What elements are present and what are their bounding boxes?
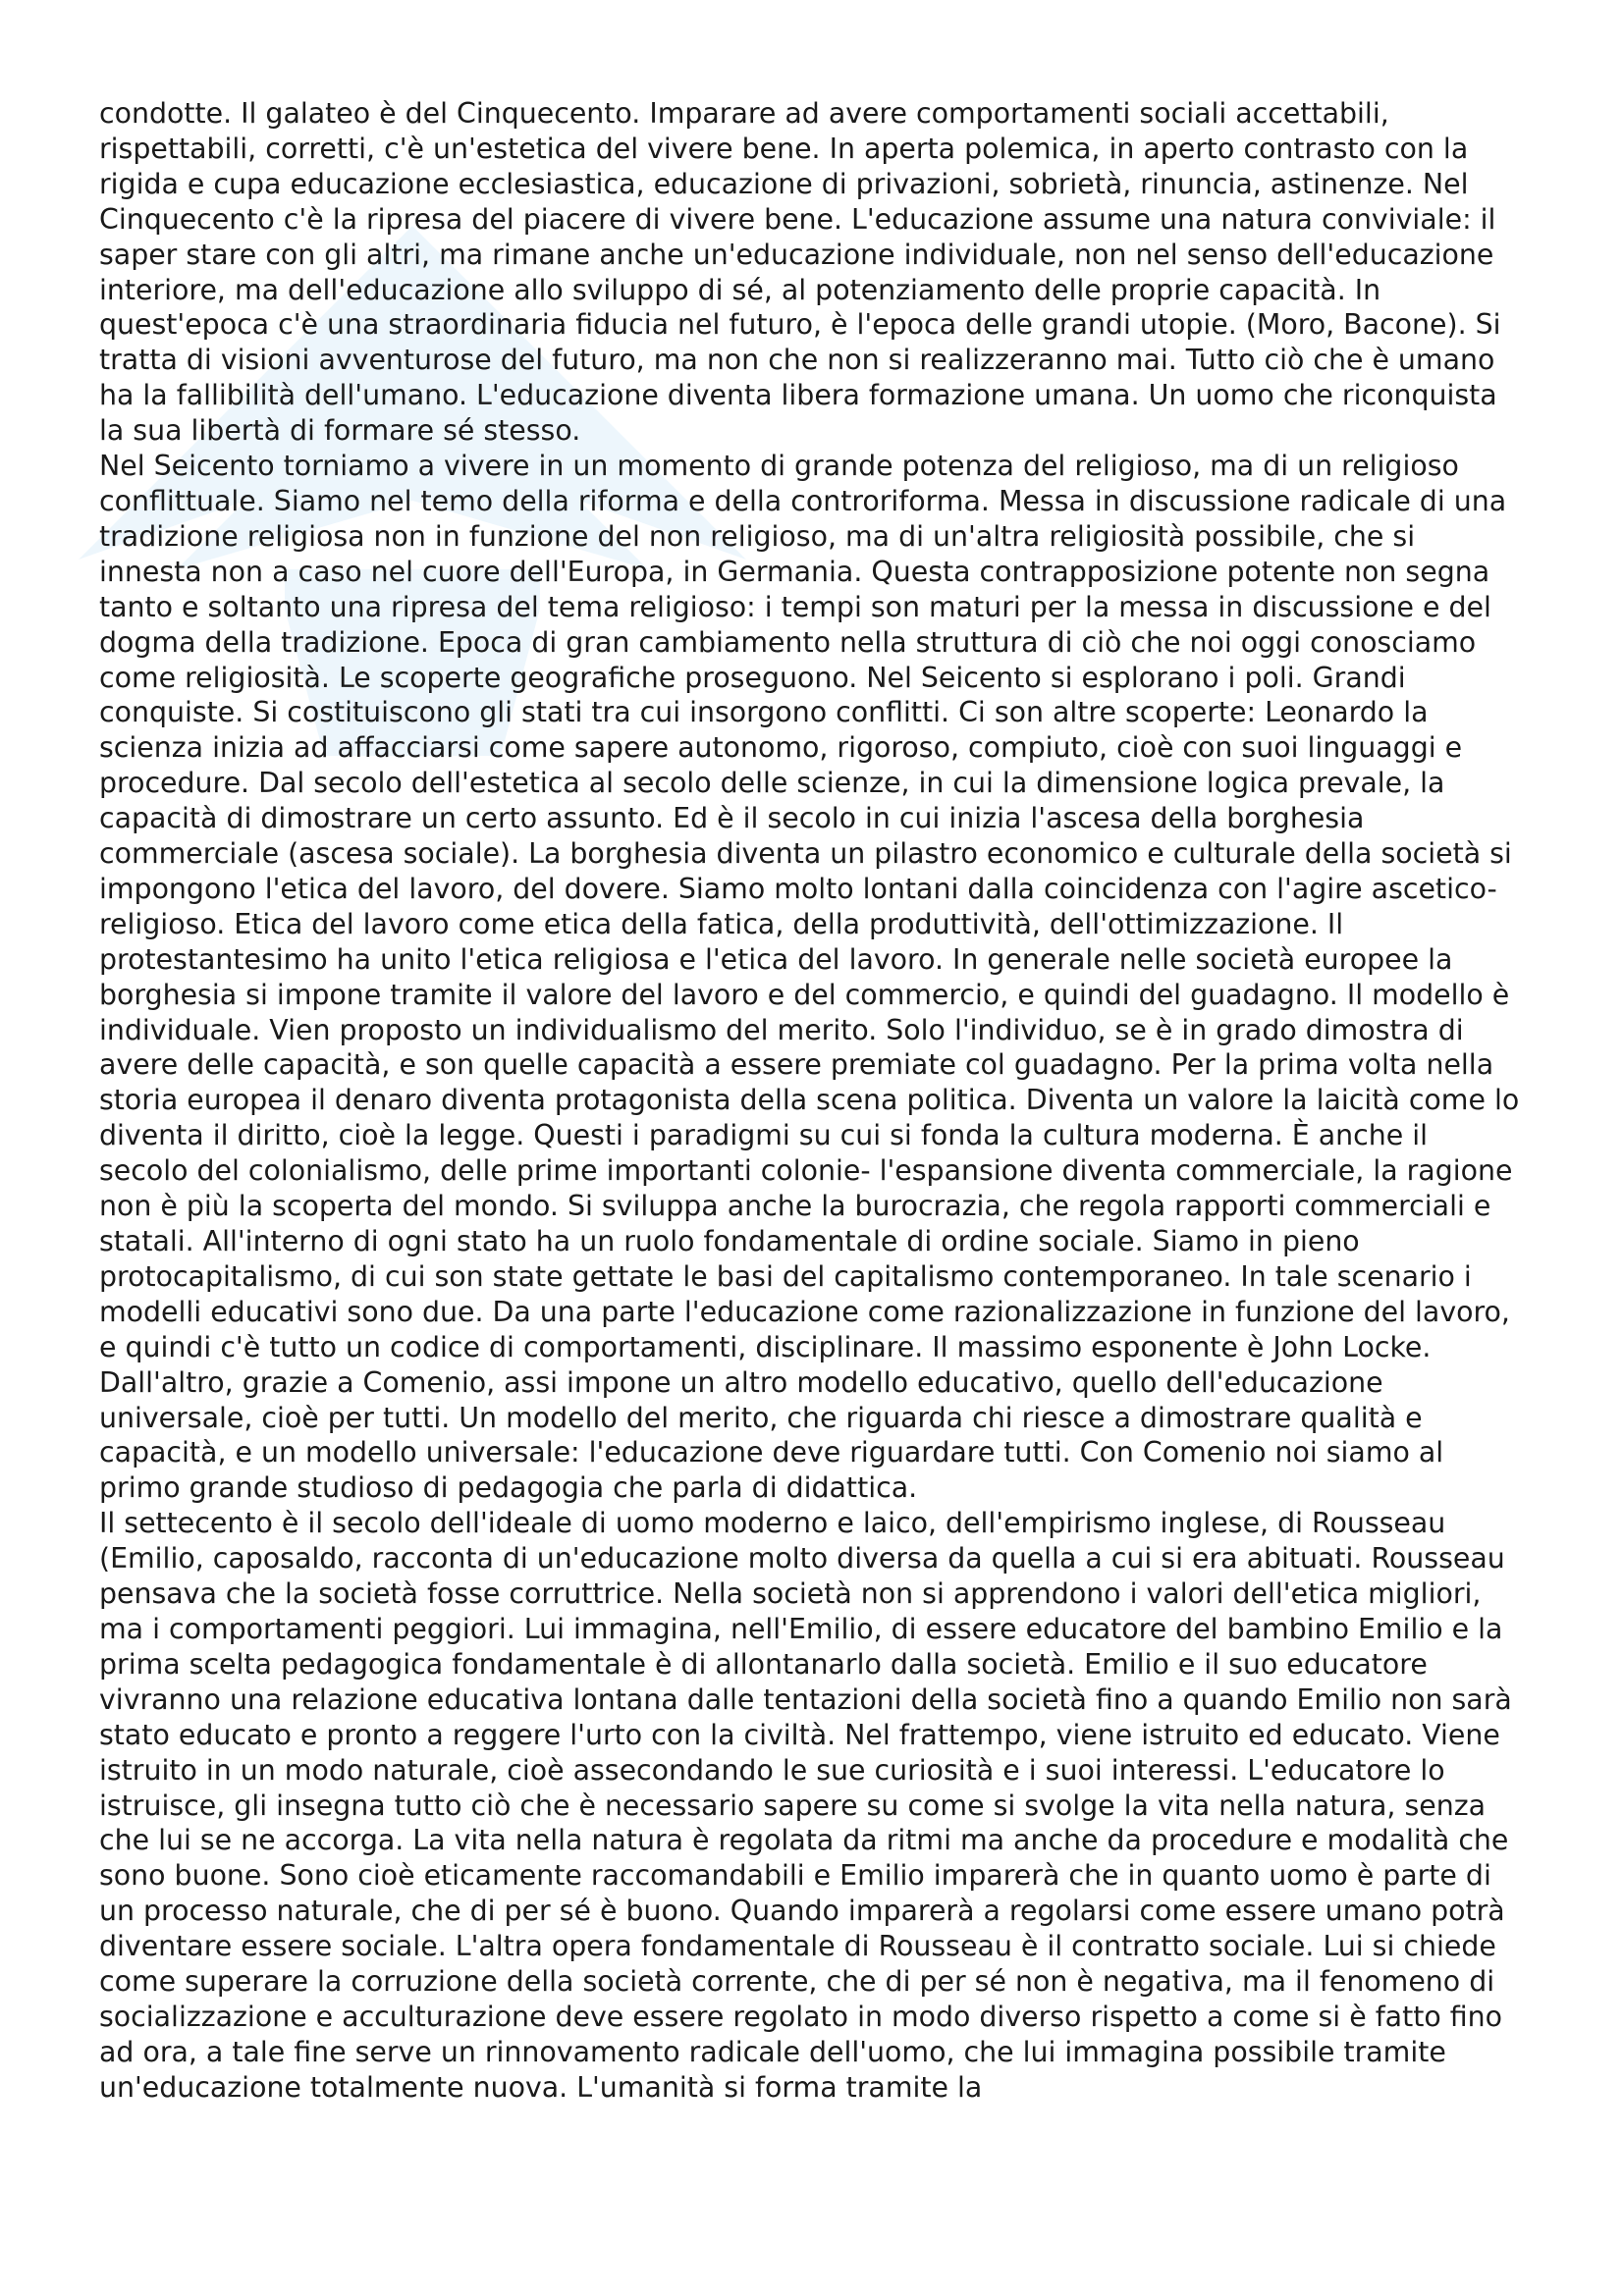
paragraph-seicento: Nel Seicento torniamo a vivere in un momento di grande potenza del religioso, ma di un religioso conflittuale. Siamo nel temo della riforma e della controriforma. Messa in discussione radicale di una tradizione religiosa non in funzione del non religioso, ma di un'altra religiosità possibile, che si innesta non a caso nel cuore dell'Europa, in Germania. Questa contrapposizione potente non segna tanto e soltanto una ripresa del tema religioso: i tempi son maturi per la messa in discussione e del dogma della tradizione. Epoca di gran cambiamento nella struttura di ciò che noi oggi conosciamo come religiosità. Le scoperte geografiche proseguono. Nel Seicento si esplorano i poli. Grandi conquiste. Si costituiscono gli stati tra cui insorgono conflitti. Ci son altre scoperte: Leonardo la scienza inizia ad affacciarsi come sapere autonomo, rigoroso, compiuto, cioè con suoi linguaggi e procedure. Dal secolo dell'estetica al secolo delle scienze, in cui la dimensione logica prevale, la capacità di dimostrare un certo assunto. Ed è il secolo in cui inizia l'ascesa della borghesia commerciale (ascesa sociale). La borghesia diventa un pilastro economico e culturale della società si impongono l'etica del lavoro, del dovere. Siamo molto lontani dalla coincidenza con l'agire ascetico-religioso. Etica del lavoro come etica della fatica, della produttività, dell'ottimizzazione. Il protestantesimo ha unito l'etica religiosa e l'etica del lavoro. In generale nelle società europee la borghesia si impone tramite il valore del lavoro e del commercio, e quindi del guadagno. Il modello è individuale. Vien proposto un individualismo del merito. Solo l'individuo, se è in grado dimostra di avere delle capacità, e son quelle capacità a essere premiate col guadagno. Per la prima volta nella storia europea il denaro diventa protagonista della scena politica. Diventa un valore la laicità come lo diventa il diritto, cioè la legge. Questi i paradigmi su cui si fonda la cultura moderna. È anche il secolo del colonialismo, delle prime importanti colonie- l'espansione diventa commerciale, la ragione non è più la scoperta del mondo. Si sviluppa anche la burocrazia, che regola rapporti commerciali e statali. All'interno di ogni stato ha un ruolo fondamentale di ordine sociale. Siamo in pieno protocapitalismo, di cui son state gettate le basi del capitalismo contemporaneo. In tale scenario i modelli educativi sono due. Da una parte l'educazione come razionalizzazione in funzione del lavoro, e quindi c'è tutto un codice di comportamenti, disciplinare. Il massimo esponente è John Locke. Dall'altro, grazie a Comenio, assi impone un altro modello educativo, quello dell'educazione universale, cioè per tutti. Un modello del merito, che riguarda chi riesce a dimostrare qualità e capacità, e un modello universale: l'educazione deve riguardare tutti. Con Comenio noi siamo al primo grande studioso di pedagogia che parla di didattica. <box>99 450 1520 1505</box>
body-text <box>99 96 1523 2106</box>
paragraph-cinquecento: condotte. Il galateo è del Cinquecento. Imparare ad avere comportamenti sociali accettabili, rispettabili, corretti, c'è un'estetica del vivere bene. In aperta polemica, in aperto contrasto con la rigida e cupa educazione ecclesiastica, educazione di privazioni, sobrietà, rinuncia, astinenze. Nel Cinquecento c'è la ripresa del piacere di vivere bene. L'educazione assume una natura conviviale: il saper stare con gli altri, ma rimane anche un'educazione individuale, non nel senso dell'educazione interiore, ma dell'educazione allo sviluppo di sé, al potenziamento delle proprie capacità. In quest'epoca c'è una straordinaria fiducia nel futuro, è l'epoca delle grandi utopie. (Moro, Bacone). Si tratta di visioni avventurose del futuro, ma non che non si realizzeranno mai. Tutto ciò che è umano ha la fallibilità dell'umano. L'educazione diventa libera formazione umana. Un uomo che riconquista la sua libertà di formare sé stesso. <box>99 97 1501 448</box>
paragraph-settecento: Il settecento è il secolo dell'ideale di uomo moderno e laico, dell'empirismo inglese, di Rousseau (Emilio, caposaldo, racconta di un'educazione molto diversa da quella a cui si era abituati. Rousseau pensava che la società fosse corruttrice. Nella società non si apprendono i valori dell'etica migliori, ma i comportamenti peggiori. Lui immagina, nell'Emilio, di essere educatore del bambino Emilio e la prima scelta pedagogica fondamentale è di allontanarlo dalla società. Emilio e il suo educatore vivranno una relazione educativa lontana dalle tentazioni della società fino a quando Emilio non sarà stato educato e pronto a reggere l'urto con la civiltà. Nel frattempo, viene istruito ed educato. Viene istruito in un modo naturale, cioè assecondando le sue curiosità e i suoi interessi. L'educatore lo istruisce, gli insegna tutto ciò che è necessario sapere su come si svolge la vita nella natura, senza che lui se ne accorga. La vita nella natura è regolata da ritmi ma anche da procedure e modalità che sono buone. Sono cioè eticamente raccomandabili e Emilio imparerà che in quanto uomo è parte di un processo naturale, che di per sé è buono. Quando imparerà a regolarsi come essere umano potrà diventare essere sociale. L'altra opera fondamentale di Rousseau è il contratto sociale. Lui si chiede come superare la corruzione della società corrente, che di per sé non è negativa, ma il fenomeno di socializzazione e acculturazione deve essere regolato in modo diverso rispetto a come si è fatto fino ad ora, a tale fine serve un rinnovamento radicale dell'uomo, che lui immagina possibile tramite un'educazione totalmente nuova. L'umanità si forma tramite la <box>99 1507 1512 2104</box>
